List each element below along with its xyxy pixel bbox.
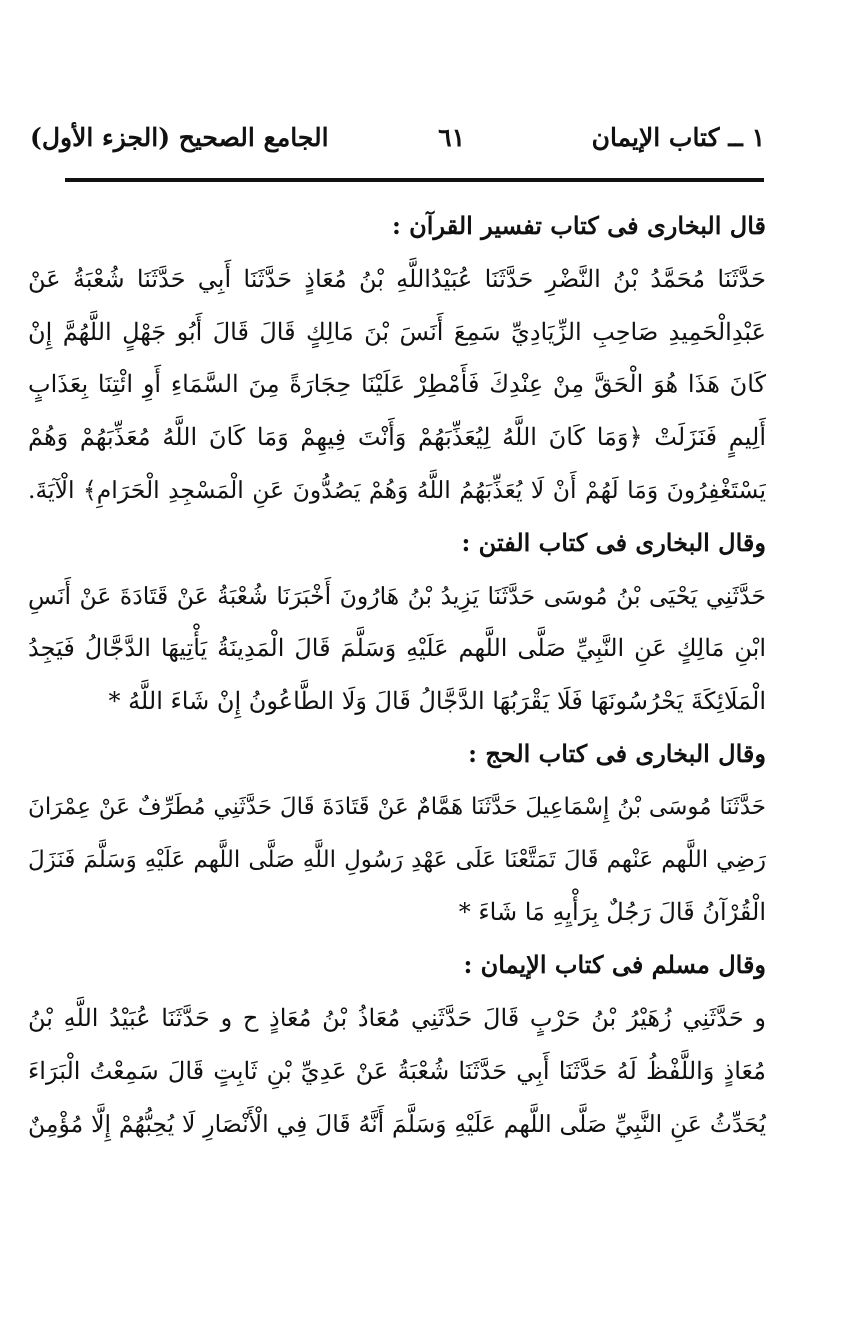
text-line: الْمَلَائِكَةَ يَحْرُسُونَهَا فَلَا يَقْرَبُهَا الدَّجَّالُ قَالَ وَلَا الطَّاعُونُ إِنْ شَاءَ اللَّهُ * <box>108 687 766 716</box>
text-line: عَبْدِالْحَمِيدِ صَاحِبِ الزِّيَادِيِّ سَمِعَ أَنَسَ بْنَ مَالِكٍ قَالَ قَالَ أَبُو جَهْلٍ اللَّهُمَّ إِنْ <box>28 317 766 346</box>
text-line: يَسْتَغْفِرُونَ وَمَا لَهُمْ أَنْ لَا يُعَذِّبَهُمُ اللَّهُ وَهُمْ يَصُدُّونَ عَنِ الْمَسْجِدِ الْحَرَامِ﴾ الْآيَةَ. <box>28 475 766 504</box>
chapter-title: ١ ــ كتاب الإيمان <box>591 123 765 152</box>
book-title: الجامع الصحيح (الجزء الأول) <box>30 123 329 152</box>
section-heading: قال البخارى فى كتاب تفسير القرآن : <box>391 211 766 240</box>
section-heading: وقال البخارى فى كتاب الفتن : <box>461 527 766 557</box>
text-line: حَدَّثَنِي يَحْيَى بْنُ مُوسَى حَدَّثَنَا يَزِيدُ بْنُ هَارُونَ أَخْبَرَنَا شُعْبَةُ عَنْ قَتَادَةَ عَنْ أَنَسِ <box>28 581 766 610</box>
text-line: حَدَّثَنَا مُحَمَّدُ بْنُ النَّضْرِ حَدَّثَنَا عُبَيْدُاللَّهِ بْنُ مُعَاذٍ حَدَّثَنَا أَبِي حَدَّثَنَا شُعْبَةُ عَنْ <box>28 264 766 293</box>
text-line: و حَدَّثَنِي زُهَيْرُ بْنُ حَرْبٍ قَالَ حَدَّثَنِي مُعَاذُ بْنُ مُعَاذٍ ح و حَدَّثَنَا عُبَيْدُ اللَّهِ بْنُ <box>28 1003 766 1032</box>
text-line: رَضِي اللَّهم عَنْهم قَالَ تَمَتَّعْنَا عَلَى عَهْدِ رَسُولِ اللَّهِ صَلَّى اللَّهم عَلَيْهِ وَسَلَّمَ فَنَزَلَ <box>28 846 766 873</box>
text-line: مُعَاذٍ وَاللَّفْظُ لَهُ حَدَّثَنَا أَبِي حَدَّثَنَا شُعْبَةُ عَنْ عَدِيِّ بْنِ ثَابِتٍ قَالَ سَمِعْتُ الْبَرَاءَ <box>28 1056 766 1085</box>
text-line: ابْنِ مَالِكٍ عَنِ النَّبِيِّ صَلَّى اللَّهم عَلَيْهِ وَسَلَّمَ قَالَ الْمَدِينَةُ يَأْتِيهَا الدَّجَّالُ فَيَجِدُ <box>28 634 766 663</box>
text-line: حَدَّثَنَا مُوسَى بْنُ إِسْمَاعِيلَ حَدَّثَنَا هَمَّامٌ عَنْ قَتَادَةَ قَالَ حَدَّثَنِي مُطَرِّفٌ عَنْ عِمْرَانَ <box>28 793 766 820</box>
text-line: يُحَدِّثُ عَنِ النَّبِيِّ صَلَّى اللَّهم عَلَيْهِ وَسَلَّمَ أَنَّهُ قَالَ فِي الْأَنْصَارِ لَا يُحِبُّهُمْ إِلَّا مُؤْمِنٌ <box>28 1109 766 1138</box>
section-heading: وقال البخارى فى كتاب الحج : <box>468 738 766 768</box>
page-number: ٦١ <box>438 123 465 152</box>
text-line: أَلِيمٍ فَنَزَلَتْ ﴿وَمَا كَانَ اللَّهُ لِيُعَذِّبَهُمْ وَأَنْتَ فِيهِمْ وَمَا كَانَ اللَّهُ مُعَذِّبَهُمْ وَهُمْ <box>28 423 766 452</box>
page-body <box>28 200 766 1150</box>
text-line: كَانَ هَذَا هُوَ الْحَقَّ مِنْ عِنْدِكَ فَأَمْطِرْ عَلَيْنَا حِجَارَةً مِنَ السَّمَاءِ أَوِ ائْتِنَا بِعَذَابٍ <box>28 370 766 399</box>
section-heading: وقال مسلم فى كتاب الإيمان : <box>463 950 766 980</box>
text-line: الْقُرْآنُ قَالَ رَجُلٌ بِرَأْيِهِ مَا شَاءَ * <box>458 898 766 927</box>
header-divider <box>65 178 764 182</box>
page-header <box>30 118 765 162</box>
